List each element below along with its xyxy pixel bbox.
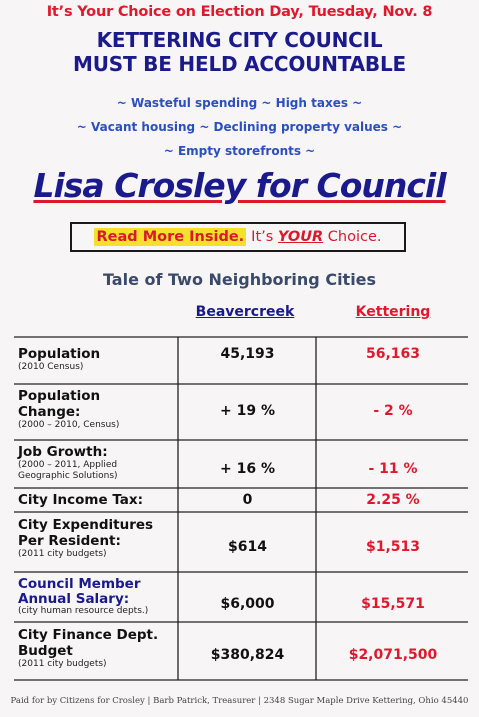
kettering-finance-budget: $2,071,500 bbox=[348, 647, 438, 663]
column-header-kettering: Kettering bbox=[355, 304, 431, 320]
beavercreek-population: 45,193 bbox=[220, 346, 275, 362]
beavercreek-income-tax: 0 bbox=[242, 492, 253, 508]
read-more-callout bbox=[70, 222, 406, 252]
kettering-population: 56,163 bbox=[365, 346, 421, 362]
issues-line-2: ~ Vacant housing ~ Declining property values ~ bbox=[76, 120, 403, 134]
row-label-text: City Expenditures bbox=[18, 517, 154, 533]
council-heading-line-1: KETTERING CITY COUNCIL bbox=[96, 28, 383, 52]
row-label-text: City Income Tax: bbox=[18, 492, 144, 508]
election-day-headline: It’s Your Choice on Election Day, Tuesday, Nov. 8 bbox=[46, 4, 433, 20]
beavercreek-council-salary: $6,000 bbox=[220, 596, 275, 612]
issues-line-3: ~ Empty storefronts ~ bbox=[163, 144, 316, 158]
row-source-note: (2000 – 2010, Census) bbox=[18, 420, 120, 430]
row-label-text: Council Member bbox=[18, 576, 141, 592]
row-label-text: Change: bbox=[18, 404, 81, 420]
row-label-job-growth bbox=[18, 444, 168, 482]
row-label-text: Per Resident: bbox=[18, 533, 121, 549]
row-label-text: Population bbox=[18, 346, 101, 362]
read-more-highlight: Read More Inside. bbox=[96, 229, 245, 245]
candidate-name: Lisa Crosley for Council bbox=[33, 166, 446, 205]
paid-for-disclaimer: Paid for by Citizens for Crosley | Barb Patrick, Treasurer | 2348 Sugar Maple Drive Kettering, Ohio 45440 bbox=[10, 696, 469, 706]
kettering-expenditures: $1,513 bbox=[365, 539, 421, 555]
row-label-population-change bbox=[18, 388, 178, 431]
kettering-job-growth: - 11 % bbox=[368, 461, 418, 477]
row-label-city-income-tax bbox=[18, 492, 178, 508]
issues-line-1: ~ Wasteful spending ~ High taxes ~ bbox=[116, 96, 363, 110]
row-label-text: Budget bbox=[18, 643, 73, 659]
row-label-text: Annual Salary: bbox=[18, 591, 130, 607]
beavercreek-finance-budget: $380,824 bbox=[210, 647, 285, 663]
kettering-population-change: - 2 % bbox=[373, 403, 413, 419]
row-label-city-expenditures bbox=[18, 517, 178, 560]
its-word: It’s bbox=[251, 229, 274, 245]
row-label-text: Job Growth: bbox=[18, 444, 108, 460]
row-label-text: City Finance Dept. bbox=[18, 627, 159, 643]
column-header-beavercreek: Beavercreek bbox=[195, 304, 295, 320]
row-source-note: (2011 city budgets) bbox=[18, 549, 107, 559]
choice-word: Choice. bbox=[327, 229, 382, 245]
row-label-finance-budget bbox=[18, 627, 178, 670]
row-label-text: Population bbox=[18, 388, 101, 404]
row-source-note: (2000 – 2011, Applied Geographic Solutions) bbox=[18, 460, 118, 481]
row-label-population bbox=[18, 346, 178, 373]
its-your-choice-text bbox=[251, 229, 381, 245]
beavercreek-job-growth: + 16 % bbox=[220, 461, 275, 477]
council-heading-line-2: MUST BE HELD ACCOUNTABLE bbox=[73, 52, 406, 76]
beavercreek-expenditures: $614 bbox=[228, 539, 267, 555]
row-source-note: (2010 Census) bbox=[18, 362, 84, 372]
table-title: Tale of Two Neighboring Cities bbox=[102, 270, 377, 289]
beavercreek-population-change: + 19 % bbox=[220, 403, 275, 419]
kettering-council-salary: $15,571 bbox=[361, 596, 425, 612]
row-source-note: (2011 city budgets) bbox=[18, 659, 107, 669]
kettering-income-tax: 2.25 % bbox=[366, 492, 420, 508]
your-emphasis: YOUR bbox=[277, 229, 324, 245]
row-source-note: (city human resource depts.) bbox=[18, 606, 149, 616]
row-label-council-salary bbox=[18, 576, 178, 617]
